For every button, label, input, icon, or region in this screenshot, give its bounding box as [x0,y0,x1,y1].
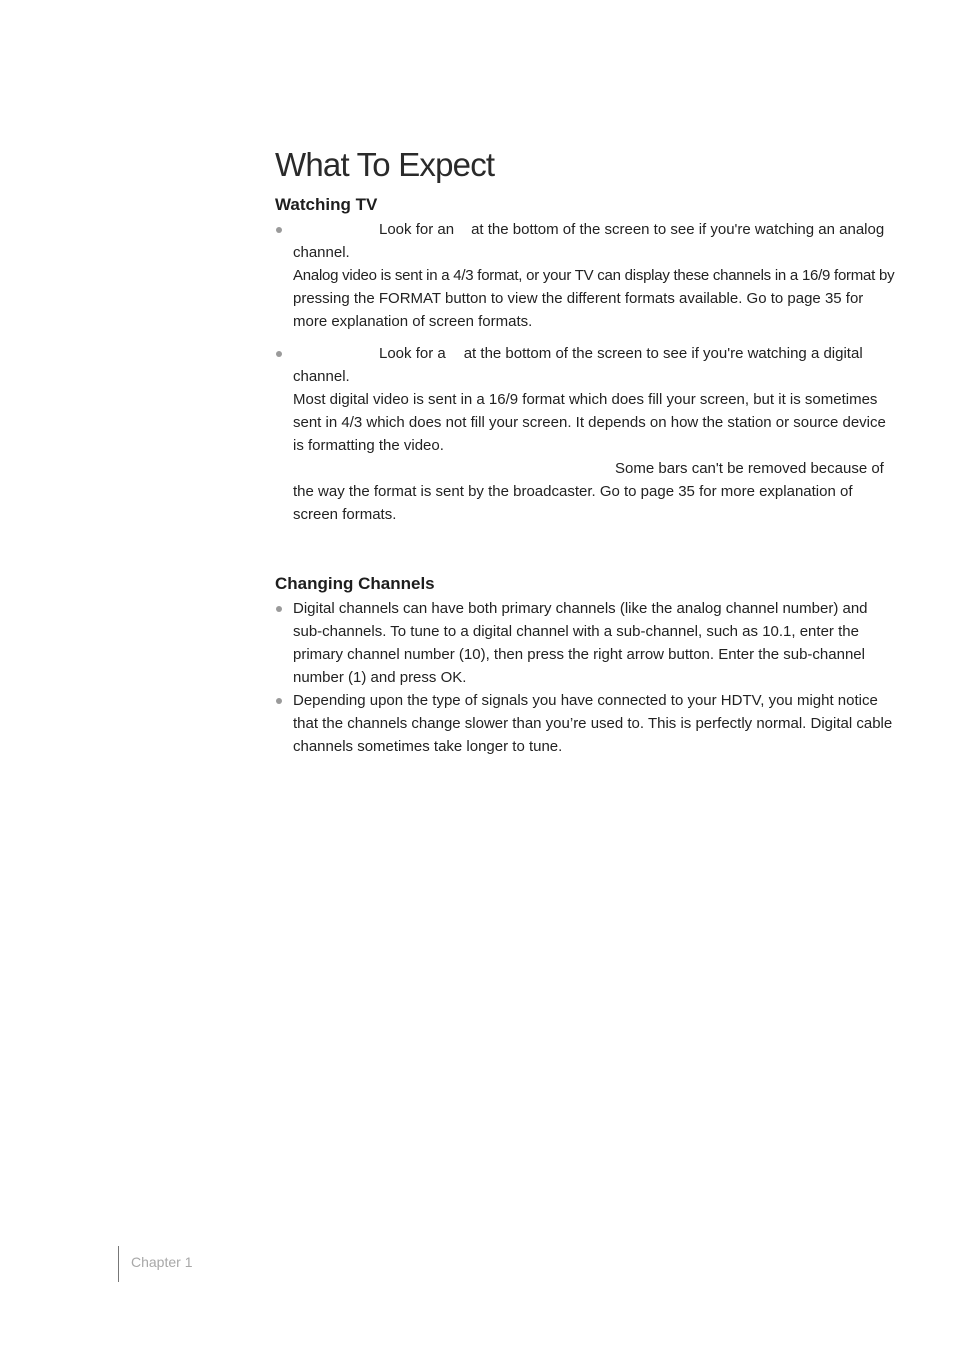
digital-line-1 [293,342,890,365]
digital-line-7: the way the format is sent by the broadcaster. Go to page 35 for more explanation of [293,483,853,500]
list-item-subchannels [275,597,890,689]
analog-lead: Look for an [379,221,455,238]
tuning-line-3: channels sometimes take longer to tune. [293,738,563,755]
digital-lead: Look for a [379,345,446,362]
analog-line-3: Analog video is sent in a 4/3 format, or your TV can display these channels in a 16/9 format by [293,267,895,284]
subchannels-line-1: Digital channels can have both primary channels (like the analog channel number) and [293,600,868,617]
page-title: What To Expect [275,146,495,183]
digital-line-5: is formatting the video. [293,437,444,454]
subchannels-line-4: number (1) and press OK. [293,669,467,686]
digital-mid: at the bottom of the screen to see if you're watching a digital [463,345,863,362]
list-item-analog [275,218,895,333]
subchannels-line-3: primary channel number (10), then press the right arrow button. Enter the sub-channel [293,646,865,663]
changing-channels-list [275,597,893,758]
section-heading-watching-tv: Watching TV [275,195,378,214]
analog-line-4: pressing the FORMAT button to view the different formats available. Go to page 35 for [293,290,864,307]
watching-tv-list [275,218,895,526]
tuning-line-2: that the channels change slower than you’re used to. This is perfectly normal. Digital cable [293,715,893,732]
section-heading-changing-channels: Changing Channels [275,574,435,593]
subchannels-line-2: sub-channels. To tune to a digital channel with a sub-channel, such as 10.1, enter the [293,623,859,640]
list-item-tuning-speed [275,689,893,758]
analog-line-2: channel. [293,244,350,261]
digital-line-2: channel. [293,368,350,385]
digital-line-8: screen formats. [293,506,397,523]
tuning-line-1: Depending upon the type of signals you have connected to your HDTV, you might notice [293,692,878,709]
analog-line-5: more explanation of screen formats. [293,313,533,330]
analog-mid: at the bottom of the screen to see if you're watching an analog [471,221,885,238]
digital-line-3: Most digital video is sent in a 16/9 format which does fill your screen, but it is sometimes [293,391,878,408]
digital-line-4: sent in 4/3 which does not fill your screen. It depends on how the station or source device [293,414,886,431]
digital-note: Some bars can't be removed because of [615,460,884,477]
digital-line-6 [293,457,890,480]
footer-chapter-label: Chapter 1 [131,1254,193,1270]
list-item-digital [275,342,890,526]
footer-divider [118,1246,119,1282]
analog-line-1 [293,218,890,241]
